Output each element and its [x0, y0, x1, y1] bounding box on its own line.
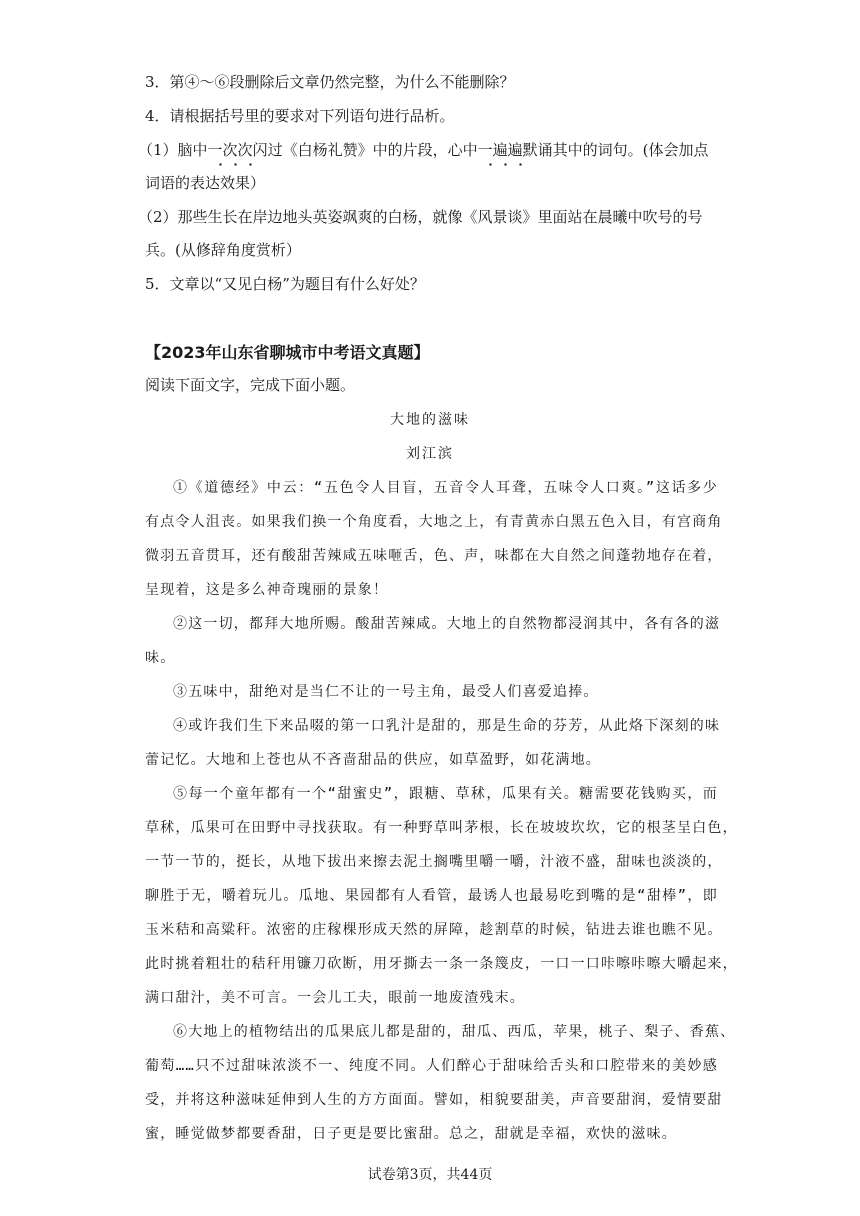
article-line: 聊胜于无，嚼着玩儿。瓜地、果园都有人看管，最诱人也最易吃到嘴的是“甜棒”，即	[145, 888, 718, 904]
question-3: 3．第④～⑥段删除后文章仍然完整，为什么不能删除？	[145, 73, 515, 91]
question-4-1-mid: 闪过《白杨礼赞》中的片段，心中	[252, 141, 478, 159]
article-line: 呈现着，这是多么神奇瑰丽的景象！	[145, 582, 389, 598]
question-4-1-continued: 词语的表达效果）	[145, 174, 266, 192]
article-line: 受，并将这种滋味延伸到人生的方方面面。譬如，相貌要甜美，声音要甜润，爱情要甜	[145, 1092, 723, 1108]
question-4-1	[138, 139, 708, 161]
article-line: ①《道德经》中云：“五色令人目盲，五音令人耳聋，五味令人口爽。”这话多少	[173, 480, 718, 496]
article-line: 有点令人沮丧。如果我们换一个角度看，大地之上，有青黄赤白黑五色入目，有宫商角	[145, 514, 723, 530]
article-line: ③五味中，甜绝对是当仁不让的一号主角，最受人们喜爱追捧。	[173, 684, 599, 700]
article-line: ⑤每一个童年都有一个“甜蜜史”，跟糖、草秫，瓜果有关。糖需要花钱购买，而	[173, 786, 718, 802]
article-line: ②这一切，都拜大地所赐。酸甜苦辣咸。大地上的自然物都浸润其中，各有各的滋	[173, 616, 721, 632]
question-4-1-suffix: 默诵其中的词句。(体会加点	[522, 141, 709, 159]
question-4-2-continued: 兵。(从修辞角度赏析）	[145, 241, 301, 259]
question-4: 4．请根据括号里的要求对下列语句进行品析。	[145, 107, 455, 125]
article-line: 一节一节的，挺长，从地下拔出来擦去泥土搁嘴里嚼一嚼，汁液不盛，甜味也淡淡的，	[145, 854, 723, 870]
article-line: 微羽五音贯耳，还有酸甜苦辣咸五味咂舌，色、声，味都在大自然之间蓬勃地存在着，	[145, 548, 723, 564]
article-title: 大地的滋味	[390, 412, 470, 428]
dotted-word-2: 一遍遍	[477, 141, 523, 159]
article-line: ④或许我们生下来品啜的第一口乳汁是甜的，那是生命的芬芳，从此烙下深刻的味	[173, 718, 721, 734]
article-line: 蕾记忆。大地和上苍也从不吝啬甜品的供应，如草盈野，如花满地。	[145, 752, 601, 768]
article-line: 葡萄……只不过甜味浓淡不一、纯度不同。人们醉心于甜味给舌头和口腔带来的美妙感	[145, 1058, 718, 1074]
article-line: 蜜，睡觉做梦都要香甜，日子更是要比蜜甜。总之，甜就是幸福，欢快的滋味。	[145, 1126, 677, 1142]
article-line: 玉米秸和高粱秆。浓密的庄稼棵形成天然的屏障，趁割草的时候，钻进去谁也瞧不见。	[145, 922, 723, 938]
page-footer: 试卷第3页，共44页	[367, 1167, 493, 1183]
article-line: 草秫，瓜果可在田野中寻找获取。有一种野草叫茅根，长在坡坡坎坎，它的根茎呈白色，	[145, 820, 738, 836]
article-author: 刘江滨	[406, 446, 454, 462]
article-line: 味。	[145, 650, 176, 666]
article-line: 满口甜汁，美不可言。一会儿工夫，眼前一地废渣残末。	[145, 990, 525, 1006]
dotted-word-1: 一次次	[207, 141, 253, 159]
article-line: 此时挑着粗壮的秸秆用镰刀砍断，用牙撕去一条一条篾皮，一口一口咔嚓咔嚓大嚼起来，	[145, 956, 738, 972]
question-5: 5．文章以“又见白杨”为题目有什么好处？	[145, 275, 425, 293]
question-4-1-prefix: （1）脑中	[138, 141, 208, 159]
article-line: ⑥大地上的植物结出的瓜果底儿都是甜的，甜瓜、西瓜，苹果，桃子、梨子、香蕉、	[173, 1024, 736, 1040]
section-title: 【2023年山东省聊城市中考语文真题】	[145, 343, 430, 362]
question-4-2: （2）那些生长在岸边地头英姿飒爽的白杨，就像《风景谈》里面站在晨曦中吹号的号	[138, 208, 703, 226]
section-instruction: 阅读下面文字，完成下面小题。	[145, 376, 356, 394]
